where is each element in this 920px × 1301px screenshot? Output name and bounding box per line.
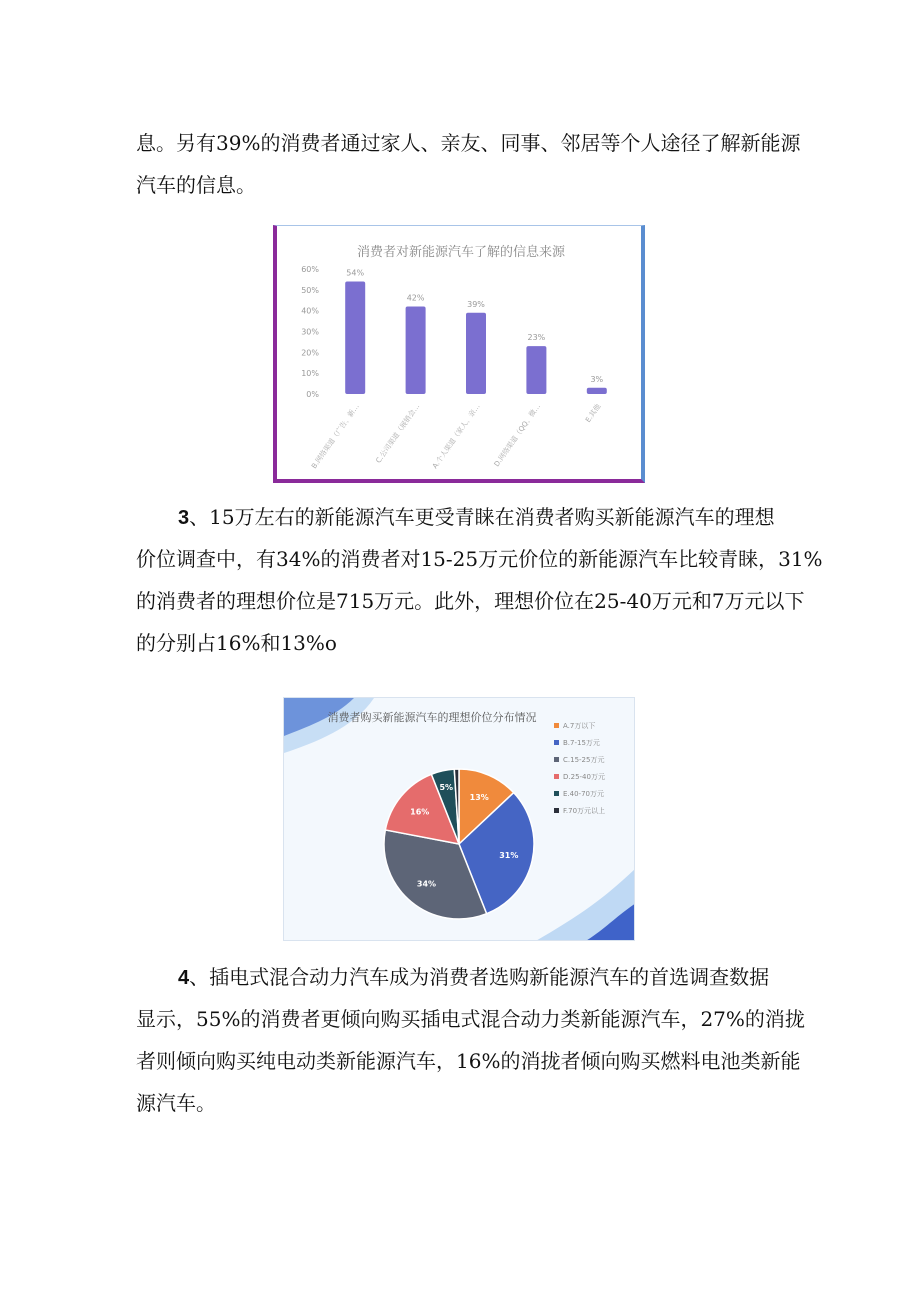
bar [526, 346, 546, 394]
text-line: 的分别占16%和13%o [136, 631, 337, 655]
bar [345, 282, 365, 395]
bar-value-label: 39% [467, 299, 485, 309]
legend-label: F.70万元以上 [563, 807, 606, 815]
legend-label: C.15-25万元 [563, 756, 605, 764]
slice-value-label: 34% [416, 879, 437, 889]
section-heading: 插电式混合动力汽车成为消费者选购新能源汽车的首选调查数据 [209, 965, 770, 989]
bar [587, 388, 607, 394]
pie-chart [284, 698, 635, 941]
text-line: 价位调查中，有34%的消费者对15-25万元价位的新能源汽车比较青睐，31% [136, 547, 823, 571]
slice-value-label: 13% [469, 793, 489, 803]
slice-value-label: 5% [439, 782, 454, 792]
bar-chart-frame [273, 225, 645, 483]
x-tick-label: B.网络渠道（广告、新… [310, 402, 361, 471]
legend-swatch [554, 808, 559, 813]
text-line: 汽车的信息。 [136, 173, 256, 197]
x-tick-label: A.个人渠道（家人、亲… [430, 402, 482, 471]
x-tick-label: C.公司渠道（展销会… [374, 402, 422, 465]
bar [406, 307, 426, 395]
legend-label: A.7万以下 [563, 722, 596, 730]
section-separator: 、 [189, 505, 210, 529]
bar-value-label: 23% [527, 333, 546, 343]
heading-line [136, 956, 786, 998]
y-tick-label: 20% [301, 348, 319, 358]
text-line: 显示，55%的消费者更倾向购买插电式混合动力类新能源汽车，27%的消拢 [136, 1007, 805, 1031]
chart-title: 消费者购买新能源汽车的理想价位分布情况 [327, 711, 537, 724]
text-line: 者则倾向购买纯电动类新能源汽车，16%的消拢者倾向购买燃料电池类新能 [136, 1049, 801, 1073]
text-line: 的消费者的理想价位是715万元。此外，理想价位在25-40万元和7万元以下 [136, 589, 805, 613]
bar-value-label: 3% [590, 374, 604, 384]
legend-swatch [554, 774, 559, 779]
legend-label: E.40-70万元 [563, 790, 604, 798]
paragraph-phev-preference [136, 956, 805, 1124]
x-tick-label: D.网络渠道（QQ、微… [492, 402, 543, 469]
y-tick-label: 60% [301, 265, 319, 274]
y-tick-label: 10% [301, 369, 319, 379]
heading-line [136, 496, 786, 538]
legend-swatch [554, 723, 559, 728]
text-line: 息。另有39%的消费者通过家人、亲友、同事、邻居等个人途径了解新能源 [136, 131, 801, 155]
slice-value-label: 16% [410, 807, 430, 817]
text-line: 源汽车。 [136, 1091, 216, 1115]
paragraph-info-sources [136, 122, 801, 206]
pie-chart-frame [283, 697, 635, 941]
x-tick-label: E.其他 [584, 402, 603, 425]
section-separator: 、 [189, 965, 210, 989]
bar-value-label: 42% [406, 293, 425, 303]
legend-label: B.7-15万元 [563, 739, 600, 747]
y-tick-label: 0% [306, 390, 319, 399]
slice-value-label: 31% [499, 851, 519, 861]
bar [466, 313, 486, 394]
y-tick-label: 40% [301, 306, 319, 316]
decorative-wave [284, 698, 374, 753]
legend-swatch [554, 791, 559, 796]
bar-chart [277, 226, 641, 479]
bar-value-label: 54% [346, 268, 365, 278]
y-tick-label: 30% [301, 327, 319, 337]
chart-title: 消费者对新能源汽车了解的信息来源 [356, 245, 566, 260]
y-tick-label: 50% [301, 285, 319, 295]
section-number: 3 [178, 507, 190, 529]
section-heading: 15万左右的新能源汽车更受青睐在消费者购买新能源汽车的理想 [209, 505, 775, 529]
legend-swatch [554, 740, 559, 745]
paragraph-price-preference [136, 496, 823, 664]
section-number: 4 [178, 967, 190, 989]
legend-label: D.25-40万元 [563, 773, 605, 781]
legend-swatch [554, 757, 559, 762]
